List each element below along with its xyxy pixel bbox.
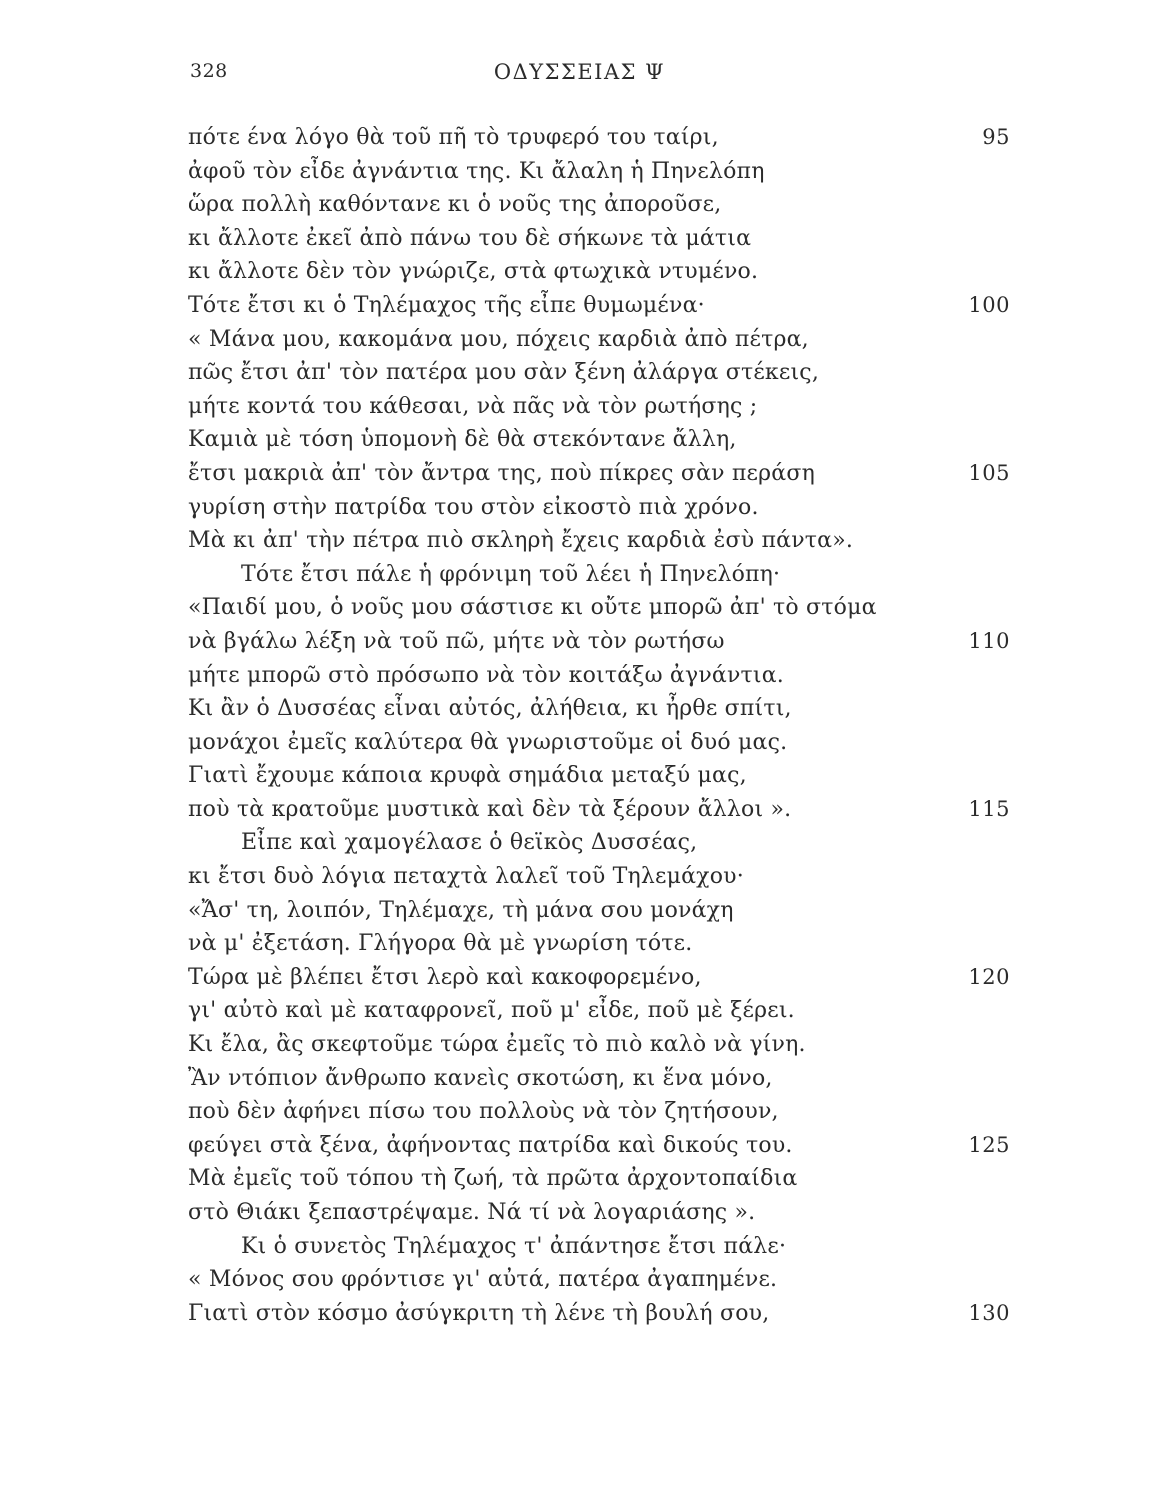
verse-line (188, 222, 1048, 256)
verse-line (188, 255, 1048, 289)
verse-line-text: πῶς ἔτσι ἀπ' τὸν πατέρα μου σὰν ξένη ἀλάργα στέκεις, (188, 360, 820, 386)
verse-line (188, 323, 1048, 357)
verse-line (188, 423, 1048, 457)
verse-line-text: κι ἄλλοτε δὲν τὸν γνώριζε, στὰ φτωχικὰ ντυμένο. (188, 259, 759, 285)
verse-line-text: μονάχοι ἐμεῖς καλύτερα θὰ γνωριστοῦμε οἱ δυό μας. (188, 729, 788, 755)
verse-line (188, 390, 1048, 424)
verse-line (188, 860, 1048, 894)
verse-line-text: κι ἄλλοτε ἐκεῖ ἀπὸ πάνω του δὲ σήκωνε τὰ μάτια (188, 225, 752, 251)
verse-line-text: Τότε ἔτσι πάλε ἡ φρόνιμη τοῦ λέει ἡ Πηνελόπη· (241, 561, 781, 587)
verse-line-text: « Μάνα μου, κακομάνα μου, πόχεις καρδιὰ ἀπὸ πέτρα, (188, 326, 809, 352)
verse-line (188, 1129, 1048, 1163)
verse-line-text: Μὰ κι ἀπ' τὴν πέτρα πιὸ σκληρὴ ἔχεις καρδιὰ ἐσὺ πάντα». (188, 528, 854, 554)
verse-line-text: ἔτσι μακριὰ ἀπ' τὸν ἄντρα της, ποὺ πίκρες σὰν περάση (188, 460, 815, 486)
verse-line-text: φεύγει στὰ ξένα, ἀφήνοντας πατρίδα καὶ δικούς του. (188, 1132, 793, 1158)
verse-line (188, 1230, 1048, 1264)
verse-line (188, 155, 1048, 189)
verse-line (188, 894, 1048, 928)
verse-line (188, 524, 1048, 558)
verse-line-text: ποὺ τὰ κρατοῦμε μυστικὰ καὶ δὲν τὰ ξέρουν ἄλλοι ». (188, 796, 792, 822)
verse-line-text: Εἶπε καὶ χαμογέλασε ὁ θεϊκὸς Δυσσέας, (241, 830, 698, 856)
line-number: 100 (968, 292, 1010, 317)
verse-line (188, 1095, 1048, 1129)
verse-line-text: μήτε κοντά του κάθεσαι, νὰ πᾶς νὰ τὸν ρωτήσης ; (188, 393, 758, 419)
verse-line (188, 188, 1048, 222)
verse-line (188, 1263, 1048, 1297)
verse-line (188, 1196, 1048, 1230)
verse-line-text: νὰ βγάλω λέξη νὰ τοῦ πῶ, μήτε νὰ τὸν ρωτήσω (188, 628, 725, 654)
verse-line (188, 961, 1048, 995)
verse-line (188, 994, 1048, 1028)
verse-line (188, 726, 1048, 760)
verse-line-text: γι' αὐτὸ καὶ μὲ καταφρονεῖ, ποῦ μ' εἶδε, ποῦ μὲ ξέρει. (188, 998, 795, 1024)
verse-line (188, 591, 1048, 625)
verse-line-text: ὥρα πολλὴ καθόντανε κι ὁ νοῦς της ἀποροῦσε, (188, 192, 722, 218)
verse-line-text: Γιατὶ στὸν κόσμο ἀσύγκριτη τὴ λένε τὴ βουλή σου, (188, 1300, 770, 1326)
line-number: 120 (968, 964, 1010, 989)
verse-line-text: Τώρα μὲ βλέπει ἔτσι λερὸ καὶ κακοφορεμένο, (188, 964, 702, 990)
verse-line-text: Μὰ ἐμεῖς τοῦ τόπου τὴ ζωή, τὰ πρῶτα ἀρχοντοπαίδια (188, 1166, 798, 1192)
verse-line-text: Γιατὶ ἔχουμε κάποια κρυφὰ σημάδια μεταξύ μας, (188, 763, 747, 789)
line-number: 105 (968, 460, 1010, 485)
verse-line-text: Κι ἂν ὁ Δυσσέας εἶναι αὐτός, ἀλήθεια, κι ἦρθε σπίτι, (188, 696, 792, 722)
verse-line (188, 927, 1048, 961)
verse-line-text: «Παιδί μου, ὁ νοῦς μου σάστισε κι οὔτε μπορῶ ἀπ' τὸ στόμα (188, 595, 877, 621)
verse-line-text: « Μόνος σου φρόντισε γι' αὐτά, πατέρα ἀγαπημένε. (188, 1267, 778, 1293)
line-number: 110 (968, 628, 1010, 653)
verse-line-text: Τότε ἔτσι κι ὁ Τηλέμαχος τῆς εἶπε θυμωμένα· (188, 292, 705, 318)
verse-line-text: στὸ Θιάκι ξεπαστρέψαμε. Νά τί νὰ λογαριάσης ». (188, 1200, 756, 1225)
line-number: 130 (968, 1300, 1010, 1325)
verse-line-text: Καμιὰ μὲ τόση ὑπομονὴ δὲ θὰ στεκόντανε ἄλλη, (188, 427, 737, 453)
verse-line (188, 289, 1048, 323)
verse-line (188, 1297, 1048, 1331)
verse-line-text: γυρίση στὴν πατρίδα του στὸν εἰκοστὸ πιὰ χρόνο. (188, 494, 759, 520)
verse-line (188, 692, 1048, 726)
verse-line-text: νὰ μ' ἐξετάση. Γλήγορα θὰ μὲ γνωρίση τότε. (188, 931, 693, 957)
verse-line-text: ἀφοῦ τὸν εἶδε ἀγνάντια της. Κι ἄλαλη ἡ Πηνελόπη (188, 158, 765, 184)
verse-line (188, 1028, 1048, 1062)
verse-line-text: κι ἔτσι δυὸ λόγια πεταχτὰ λαλεῖ τοῦ Τηλεμάχου· (188, 864, 744, 890)
verse-line (188, 491, 1048, 525)
page-number: 328 (190, 60, 228, 82)
verse-line (188, 759, 1048, 793)
verse-line (188, 356, 1048, 390)
verse-line-text: πότε ένα λόγο θὰ τοῦ πῆ τὸ τρυφερό του ταίρι, (188, 125, 719, 150)
verse-line (188, 826, 1048, 860)
verse-line-text: «Ἄσ' τη, λοιπόν, Τηλέμαχε, τὴ μάνα σου μονάχη (188, 897, 734, 923)
running-title: ΟΔΥΣΣΕΙΑΣ Ψ (493, 60, 666, 84)
verse-line (188, 1162, 1048, 1196)
verse-line-text: ποὺ δὲν ἀφήνει πίσω του πολλοὺς νὰ τὸν ζητήσουν, (188, 1099, 779, 1125)
verse-line (188, 659, 1048, 693)
verse-line (188, 625, 1048, 659)
verse-line (188, 121, 1048, 155)
verse-line (188, 793, 1048, 827)
verse-line-text: μήτε μπορῶ στὸ πρόσωπο νὰ τὸν κοιτάξω ἀγνάντια. (188, 662, 784, 688)
verse-body (188, 121, 1048, 1330)
verse-line (188, 1062, 1048, 1096)
verse-line (188, 457, 1048, 491)
running-header (0, 60, 1159, 90)
verse-line-text: Κι ὁ συνετὸς Τηλέμαχος τ' ἀπάντησε ἔτσι πάλε· (241, 1233, 787, 1259)
line-number: 125 (968, 1132, 1010, 1157)
verse-line-text: Ἂν ντόπιον ἄνθρωπο κανεὶς σκοτώση, κι ἕνα μόνο, (188, 1065, 773, 1091)
verse-line-text: Κι ἔλα, ἂς σκεφτοῦμε τώρα ἐμεῖς τὸ πιὸ καλὸ νὰ γίνη. (188, 1032, 806, 1058)
verse-line (188, 558, 1048, 592)
line-number: 95 (982, 125, 1010, 149)
line-number: 115 (968, 796, 1010, 821)
